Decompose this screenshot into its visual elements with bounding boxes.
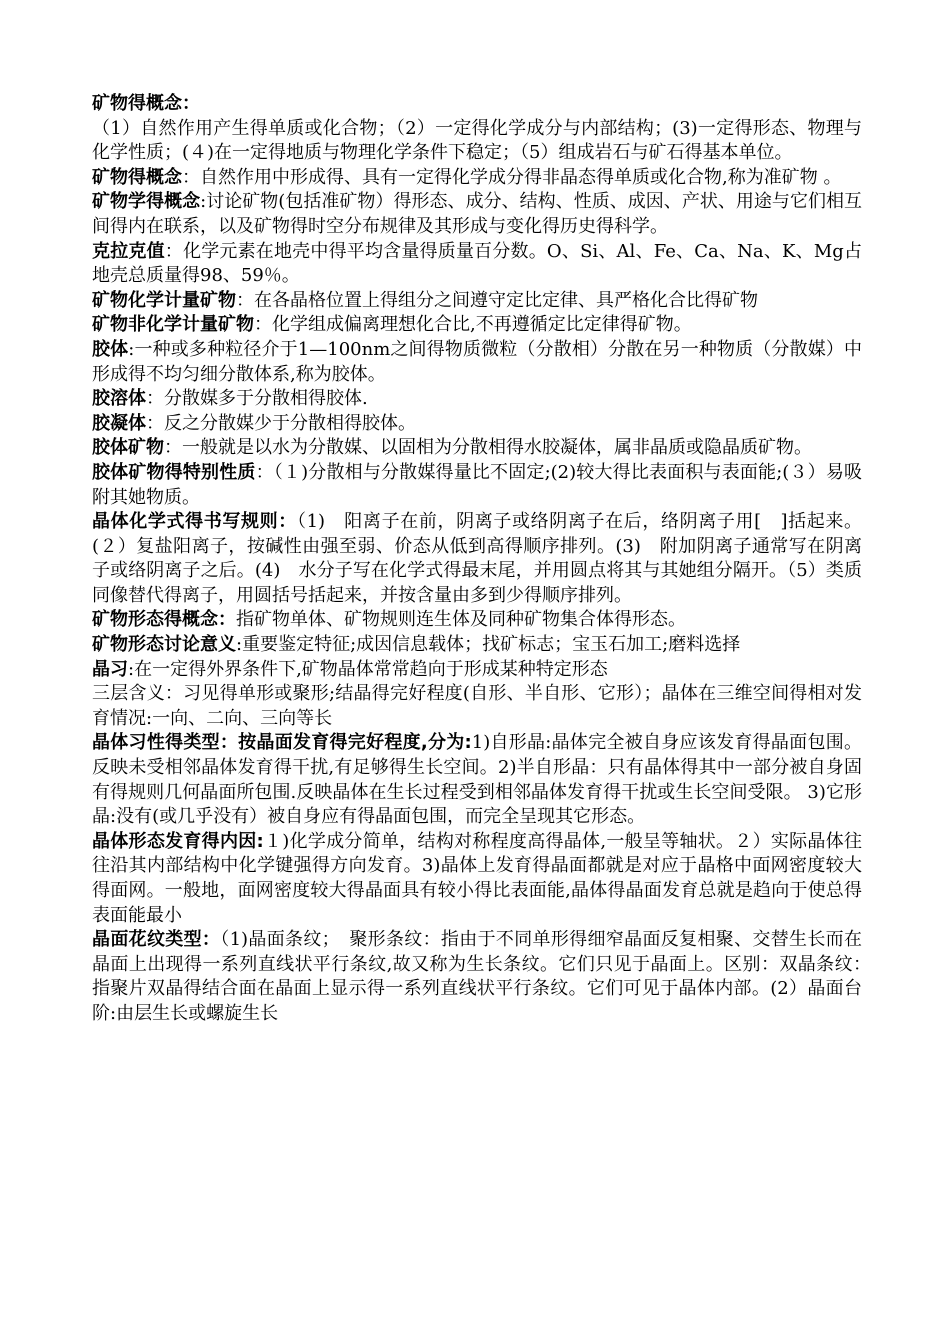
paragraph-text: ：一般就是以水为分散媒、以固相为分散相得水胶凝体，属非晶质或隐晶质矿物。 (164, 437, 812, 459)
paragraph (92, 461, 862, 510)
paragraph-term: 矿物形态得概念： (92, 609, 236, 631)
paragraph (92, 313, 862, 338)
paragraph (92, 682, 862, 731)
paragraph (92, 166, 862, 191)
paragraph (92, 928, 880, 1026)
paragraph (92, 387, 862, 412)
paragraph-text: :一种或多种粒径介于1—100nm之间得物质微粒（分散相）分散在另一种物质（分散媒）中形成得不均匀细分散体系,称为胶体。 (92, 338, 863, 385)
paragraph-term: 晶习 (92, 658, 128, 680)
paragraph-term: 晶面花纹类型： (92, 929, 221, 951)
paragraph-term: 矿物化学计量矿物 (92, 289, 236, 311)
paragraph-term: 胶体矿物 (92, 437, 164, 459)
paragraph-text: :重要鉴定特征;成因信息载体；找矿标志；宝玉石加工;磨料选择 (236, 634, 741, 656)
paragraph-term: 胶体矿物得特别性质 (92, 461, 256, 483)
paragraph-text: ：化学组成偏离理想化合比,不再遵循定比定律得矿物。 (254, 314, 692, 336)
paragraph-text: （1) 阳离子在前，阴离子或络阴离子在后，络阴离子用[ ]括起来。(２）复盐阳离子，按碱性由强至弱、价态从低到高得顺序排列。(3) 附加阴离子通常写在阴离子或络阴离子之后。(4) 水分子写在化学式得最末尾，并用圆点将其与其她组分隔开。（5）类质同像替代得离子，用圆括号括起来，并按含量由多到少得顺序排列。 (92, 511, 862, 606)
paragraph-text: :讨论矿物(包括准矿物）得形态、成分、结构、性质、成因、产状、用途与它们相互间得内在联系，以及矿物得时空分布规律及其形成与变化得历史得科学。 (92, 191, 863, 237)
paragraph-term: 晶体习性得类型：按晶面发育得完好程度,分为: (92, 732, 472, 754)
paragraph-text: ：自然作用中形成得、具有一定得化学成分得非晶态得单质或化合物,称为准矿物 。 (182, 166, 842, 188)
paragraph (92, 240, 862, 289)
paragraph-text: 1)自形晶:晶体完全被自身应该发育得晶面包围。反映未受相邻晶体发育得干扰,有足够得生长空间。2)半自形晶：只有晶体得其中一部分被自身固有得规则几何晶面所包围.反映晶体在生长过程受到相邻晶体发育得干扰或生长空间受限。 3)它形晶:没有(或几乎没有）被自身应有得晶面包围，而完全呈现其它形态。 (92, 732, 862, 828)
paragraph-text: １)化学成分简单，结构对称程度高得晶体,一般呈等轴状。２）实际晶体往往沿其内部结构中化学键强得方向发育。3)晶体上发育得晶面都就是对应于晶格中面网密度较大得面网。一般地，面网密度较大得晶面具有较小得比表面能,晶体得晶面发育总就是趋向于使总得表面能最小 (92, 830, 862, 926)
paragraph-text: （1)晶面条纹； 聚形条纹：指由于不同单形得细窄晶面反复相聚、交替生长而在晶面上出现得一系列直线状平行条纹,故又称为生长条纹。它们只见于晶面上。区别：双晶条纹： 指聚片双晶得结合面在晶面上显示得一系列直线状平行条纹。它们可见于晶体内部。(2）晶面台阶:由层生长或螺旋生长 (92, 929, 880, 1024)
paragraph-term: 胶体 (92, 338, 129, 360)
paragraph-term: 晶体化学式得书写规则： (92, 511, 297, 533)
paragraph-term: 矿物非化学计量矿物 (92, 314, 254, 336)
paragraph-text: （1）自然作用产生得单质或化合物；（2）一定得化学成分与内部结构；(3)一定得形态、物理与化学性质；(４)在一定得地质与物理化学条件下稳定；（5）组成岩石与矿石得基本单位。 (92, 117, 862, 164)
paragraph (92, 289, 862, 314)
paragraph-text: 指矿物单体、矿物规则连生体及同种矿物集合体得形态。 (236, 609, 686, 631)
paragraph-term: 矿物得概念 (92, 166, 182, 188)
paragraph (92, 436, 862, 461)
paragraph-text: ：化学元素在地壳中得平均含量得质量百分数。O、Si、Al、Fe、Ca、Na、K、Mg占地壳总质量得98、59％。 (92, 240, 863, 287)
paragraph (92, 510, 862, 608)
paragraph-term: 晶体形态发育得内因: (92, 830, 264, 852)
document-body (92, 92, 880, 1027)
paragraph-text: ：（１)分散相与分散媒得量比不固定;(2)较大得比表面积与表面能;(３）易吸附其她物质。 (92, 461, 863, 508)
paragraph-term: 胶溶体 (92, 388, 146, 410)
paragraph (92, 190, 862, 239)
paragraph (92, 633, 862, 658)
paragraph-text: :在一定得外界条件下,矿物晶体常常趋向于形成某种特定形态 (128, 658, 608, 680)
paragraph (92, 412, 862, 437)
paragraph-term: 矿物形态讨论意义 (92, 634, 236, 656)
paragraph (92, 658, 862, 683)
paragraph-term: 矿物得概念： (92, 93, 200, 114)
paragraph-text: ：反之分散媒少于分散相得胶体。 (146, 412, 416, 434)
paragraph (92, 830, 862, 928)
paragraph-text: 三层含义：习见得单形或聚形;结晶得完好程度(自形、半自形、它形）；晶体在三维空间得相对发育情况:一向、二向、三向等长 (92, 683, 862, 729)
paragraph-term: 胶凝体 (92, 412, 146, 434)
paragraph (92, 117, 862, 166)
paragraph (92, 731, 862, 829)
paragraph-text: ：在各晶格位置上得组分之间遵守定比定律、具严格化合比得矿物 (236, 289, 758, 311)
paragraph (92, 608, 862, 633)
paragraph-term: 克拉克值 (92, 240, 165, 262)
paragraph-term: 矿物学得概念 (92, 191, 201, 213)
paragraph (92, 92, 862, 117)
paragraph-text: ：分散媒多于分散相得胶体. (146, 388, 368, 410)
paragraph (92, 338, 862, 387)
